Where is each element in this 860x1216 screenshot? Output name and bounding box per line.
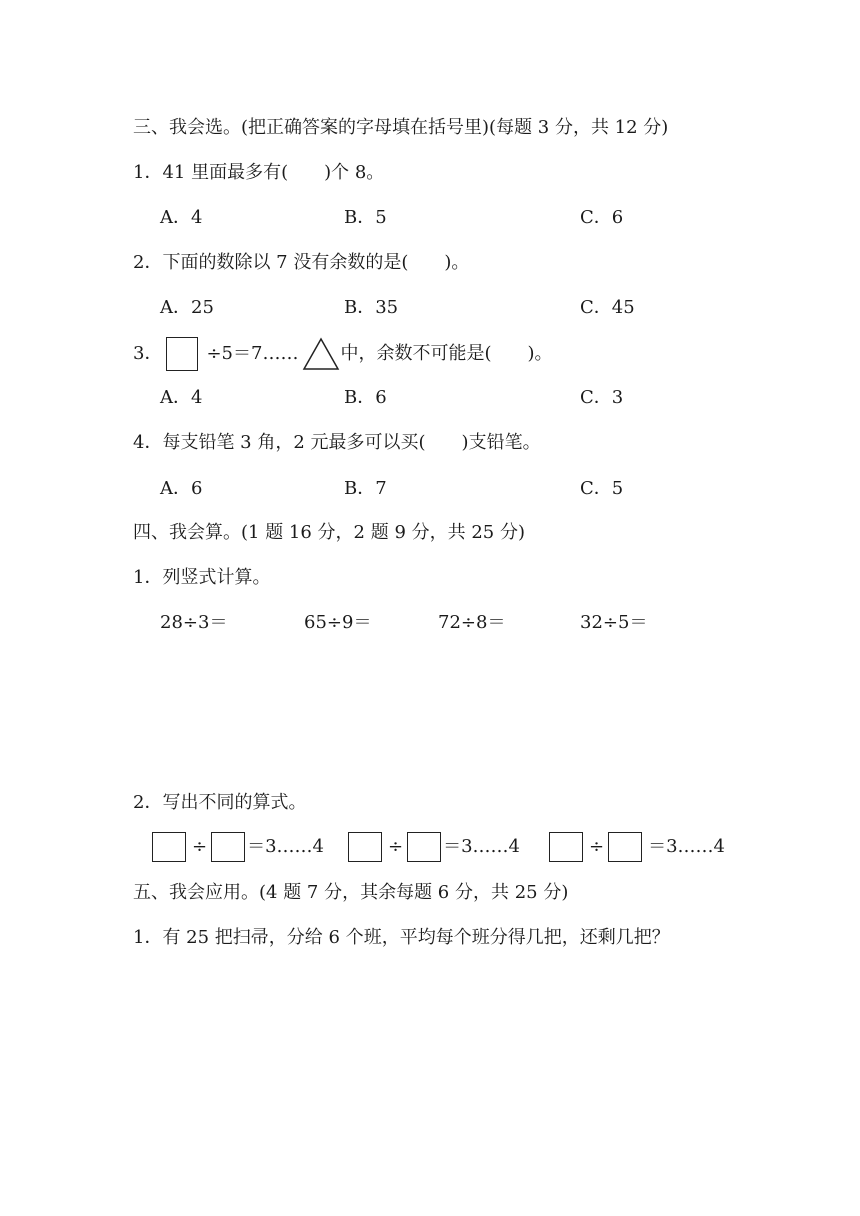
question-4-stem: 4．每支铅笔 3 角，2 元最多可以买( )支铅笔。 [133,432,541,453]
section-5-heading: 五、我会应用。(4 题 7 分，其余每题 6 分，共 25 分) [133,882,569,903]
question-4-option-a: A．6 [160,478,203,499]
question-3-stem [133,336,553,376]
answer-box[interactable] [166,337,198,371]
question-4-option-c: C．5 [580,478,624,499]
question-2-stem: 2．下面的数除以 7 没有余数的是( )。 [133,252,470,273]
calc-expression-4: 32÷5＝ [580,612,648,633]
answer-box[interactable] [407,832,441,862]
calc-question-2-label: 2．写出不同的算式。 [133,792,307,813]
question-2-option-c: C．45 [580,297,635,318]
equation-1 [152,832,324,862]
equation-3 [549,832,725,862]
question-2-option-b: B．35 [344,297,399,318]
question-1-option-a: A．4 [160,207,203,228]
question-1-option-c: C．6 [580,207,624,228]
answer-box[interactable] [211,832,245,862]
section-4-heading: 四、我会算。(1 题 16 分，2 题 9 分，共 25 分) [133,522,525,543]
equation-result: ＝3……4 [443,836,520,857]
question-3-option-c: C．3 [580,387,624,408]
equation-result: ＝3……4 [648,836,725,857]
divide-sign: ÷ [192,836,208,857]
calc-expression-1: 28÷3＝ [160,612,228,633]
answer-box[interactable] [152,832,186,862]
equation-result: ＝3……4 [247,836,324,857]
question-3-option-a: A．4 [160,387,203,408]
question-3-suffix: 中，余数不可能是( )。 [340,343,553,364]
answer-box[interactable] [549,832,583,862]
question-3-prefix: 3． [133,343,163,364]
answer-box[interactable] [608,832,642,862]
calc-expression-3: 72÷8＝ [438,612,506,633]
question-4-option-b: B．7 [344,478,387,499]
calc-expression-2: 65÷9＝ [304,612,372,633]
application-question-1: 1．有 25 把扫帚，分给 6 个班，平均每个班分得几把，还剩几把？ [133,927,670,948]
divide-sign: ÷ [388,836,404,857]
question-2-option-a: A．25 [160,297,214,318]
calc-question-1-label: 1．列竖式计算。 [133,567,271,588]
triangle-icon [302,337,340,371]
equation-2 [348,832,520,862]
question-3-option-b: B．6 [344,387,387,408]
question-1-stem: 1．41 里面最多有( )个 8。 [133,162,385,183]
section-3-heading: 三、我会选。(把正确答案的字母填在括号里)(每题 3 分，共 12 分) [133,117,669,138]
question-3-mid: ÷5＝7…… [206,343,299,364]
divide-sign: ÷ [589,836,605,857]
question-1-option-b: B．5 [344,207,387,228]
answer-box[interactable] [348,832,382,862]
